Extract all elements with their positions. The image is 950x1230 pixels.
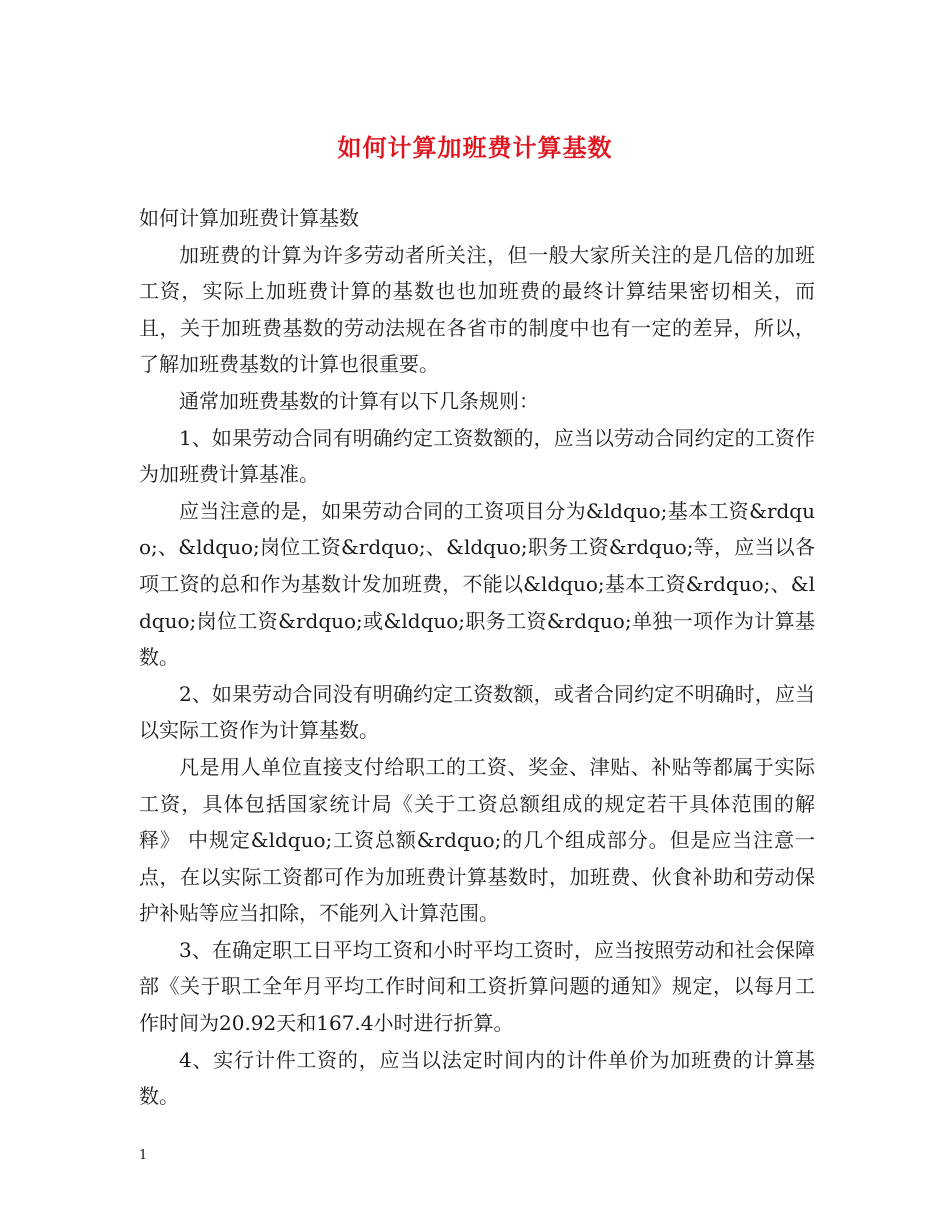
rule-1-note-paragraph: 应当注意的是，如果劳动合同的工资项目分为&ldquo;基本工资&rdquo;、&ldquo;岗位工资&rdquo;、&ldquo;职务工资&rdquo;等，应当以各项工资的总和作为基数计发加班费，不能以&ldquo;基本工资&rdquo;、&ldquo;岗位工资&rdquo;或&ldquo;职务工资&rdquo;单独一项作为计算基数。 [139,498,815,670]
page-number: 1 [139,1148,148,1163]
rule-4-paragraph: 4、实行计件工资的，应当以法定时间内的计件单价为加班费的计算基数。 [139,1047,815,1109]
page-title: 如何计算加班费计算基数 [337,133,613,162]
rule-1-paragraph: 1、如果劳动合同有明确约定工资数额的，应当以劳动合同约定的工资作为加班费计算基准。 [139,425,815,487]
rules-intro-paragraph: 通常加班费基数的计算有以下几条规则： [179,388,539,413]
rule-2-paragraph: 2、如果劳动合同没有明确约定工资数额，或者合同约定不明确时，应当以实际工资作为计算基数。 [139,681,815,743]
body-subtitle: 如何计算加班费计算基数 [139,206,359,230]
rule-2-note-paragraph: 凡是用人单位直接支付给职工的工资、奖金、津贴、补贴等都属于实际工资，具体包括国家统计局《关于工资总额组成的规定若干具体范围的解释》 中规定&ldquo;工资总额&rdquo;的几个组成部分。但是应当注意一点，在以实际工资都可作为加班费计算基数时，加班费、伙食补助和劳动保护补贴等应当扣除，不能列入计算范围。 [139,754,815,926]
intro-paragraph: 加班费的计算为许多劳动者所关注，但一般大家所关注的是几倍的加班工资，实际上加班费计算的基数也也加班费的最终计算结果密切相关，而且，关于加班费基数的劳动法规在各省市的制度中也有一定的差异，所以，了解加班费基数的计算也很重要。 [139,242,815,377]
document-body [139,200,815,1115]
rule-3-paragraph: 3、在确定职工日平均工资和小时平均工资时，应当按照劳动和社会保障部《关于职工全年月平均工作时间和工资折算问题的通知》规定，以每月工作时间为20.92天和167.4小时进行折算。 [139,937,815,1036]
